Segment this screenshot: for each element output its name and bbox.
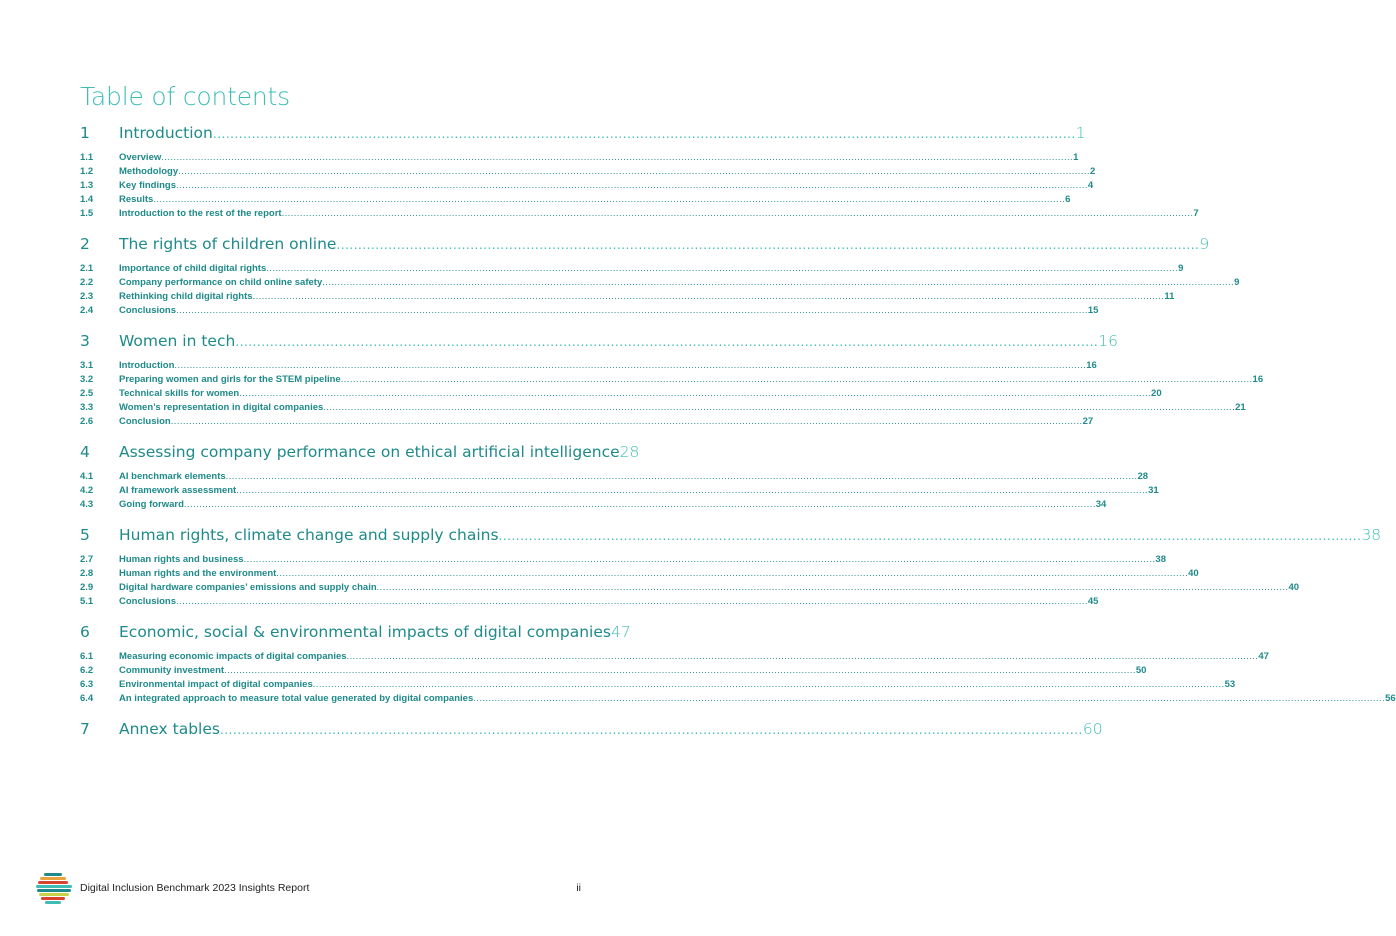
section-title: An integrated approach to measure total value generated by digital companies — [119, 693, 474, 704]
toc-section-entry[interactable] — [80, 207, 1199, 221]
dot-leader: ............................................................................................................................................................................................................................................................................................................ — [266, 263, 1179, 274]
section-number: 1.5 — [80, 208, 94, 219]
section-title: AI framework assessment — [119, 485, 237, 496]
section-number: 3.2 — [80, 374, 94, 385]
dot-leader: ............................................................................................................................................................................................................................................................................................................ — [225, 471, 1138, 482]
section-page-number: 20 — [1151, 388, 1162, 399]
chapter-sections — [80, 262, 1240, 329]
chapter-page-number: 28 — [619, 443, 640, 461]
section-page-number: 27 — [1082, 416, 1094, 427]
section-page-number: 16 — [1252, 374, 1264, 385]
section-title: Conclusion — [119, 416, 171, 427]
section-page-number: 34 — [1095, 499, 1107, 510]
dot-leader: ............................................................................................................................................................................................................................................................................................................ — [153, 194, 1066, 205]
dot-leader: ........................................................................................................................................................................................................ — [336, 238, 1200, 252]
section-title: Human rights and the environment — [119, 568, 277, 579]
section-number: 4.2 — [80, 485, 94, 496]
chapter-page-number: 47 — [610, 623, 631, 641]
dot-leader: ............................................................................................................................................................................................................................................................................................................ — [281, 208, 1194, 219]
section-page-number: 9 — [1234, 277, 1240, 288]
section-page-number: 16 — [1086, 360, 1097, 371]
footer-report-title: Digital Inclusion Benchmark 2023 Insights Report — [80, 882, 310, 894]
dot-leader: ............................................................................................................................................................................................................................................................................................................ — [174, 360, 1087, 371]
chapter-page-number: 1 — [1075, 124, 1086, 142]
chapter-title: Human rights, climate change and supply chains — [119, 526, 499, 544]
section-page-number: 50 — [1135, 665, 1147, 676]
section-title: Preparing women and girls for the STEM pipeline — [119, 374, 341, 385]
dot-leader: ............................................................................................................................................................................................................................................................................................................ — [170, 416, 1083, 427]
chapter-number: 6 — [80, 623, 90, 641]
section-title: Introduction — [119, 360, 175, 371]
section-title: Technical skills for women — [119, 388, 240, 399]
toc-section-entry[interactable] — [80, 290, 1175, 304]
section-title: Conclusions — [119, 305, 177, 316]
chapter-title: The rights of children online — [119, 235, 337, 253]
chapter-sections — [80, 747, 580, 758]
chapter-title: Annex tables — [119, 720, 220, 738]
chapter-title: Economic, social & environmental impacts of digital companies — [119, 623, 611, 641]
toc-section-entry[interactable] — [80, 401, 1246, 415]
dot-leader: ............................................................................................................................................................................................................................................................................................................ — [224, 665, 1136, 676]
chapter-page-number: 16 — [1098, 332, 1118, 350]
chapter-sections — [80, 650, 1396, 717]
toc-section-entry[interactable] — [80, 193, 1071, 207]
dot-leader: ............................................................................................................................................................................................................................................................................................................ — [376, 582, 1289, 593]
section-title: Introduction to the rest of the report — [119, 208, 282, 219]
chapter-title: Women in tech — [119, 332, 236, 350]
section-number: 2.5 — [80, 388, 94, 399]
section-title: Importance of child digital rights — [119, 263, 267, 274]
chapter-number: 2 — [80, 235, 90, 253]
toc-chapter-entry[interactable] — [80, 232, 1210, 256]
section-page-number: 15 — [1087, 305, 1099, 316]
section-number: 2.9 — [80, 582, 94, 593]
section-number: 6.3 — [80, 679, 94, 690]
section-number: 4.1 — [80, 471, 94, 482]
toc-section-entry[interactable] — [80, 373, 1264, 387]
chapter-sections — [80, 151, 1199, 232]
toc-section-entry[interactable] — [80, 692, 1396, 706]
toc-section-entry[interactable] — [80, 553, 1166, 567]
section-page-number: 4 — [1087, 180, 1094, 191]
section-page-number: 40 — [1288, 582, 1300, 593]
dot-leader: ............................................................................................................................................................................................................................................................................................................ — [473, 693, 1386, 704]
chapter-sections — [80, 553, 1300, 620]
dot-leader: ........................................................................................................................................................................................................ — [212, 127, 1076, 141]
toc-section-entry[interactable] — [80, 151, 1079, 165]
toc-section-entry[interactable] — [80, 678, 1236, 692]
toc-section-entry[interactable] — [80, 415, 1094, 429]
chapter-number: 7 — [80, 720, 90, 738]
toc-section-entry[interactable] — [80, 179, 1094, 193]
section-title: Going forward — [119, 499, 184, 510]
chapter-number: 4 — [80, 443, 90, 461]
table-of-contents — [80, 121, 1396, 758]
dot-leader: ............................................................................................................................................................................................................................................................................................................ — [346, 651, 1259, 662]
chapter-number: 3 — [80, 332, 90, 350]
section-title: Measuring economic impacts of digital companies — [119, 651, 347, 662]
dot-leader: ............................................................................................................................................................................................................................................................................................................ — [161, 152, 1074, 163]
section-page-number: 45 — [1087, 596, 1099, 607]
dot-leader: ............................................................................................................................................................................................................................................................................................................ — [340, 374, 1253, 385]
section-number: 4.3 — [80, 499, 94, 510]
section-title: AI benchmark elements — [119, 471, 226, 482]
section-number: 1.1 — [80, 152, 94, 163]
chapter-title: Assessing company performance on ethical artificial intelligence — [119, 443, 620, 461]
dot-leader: ............................................................................................................................................................................................................................................................................................................ — [178, 166, 1090, 177]
section-title: Community investment — [119, 665, 225, 676]
toc-section-entry[interactable] — [80, 595, 1099, 609]
section-number: 2.7 — [80, 554, 94, 565]
dot-leader: ........................................................................................................................................................................................................ — [498, 529, 1362, 543]
section-title: Conclusions — [119, 596, 177, 607]
toc-chapter-entry[interactable] — [80, 329, 1118, 353]
section-number: 2.2 — [80, 277, 94, 288]
dot-leader: ............................................................................................................................................................................................................................................................................................................ — [236, 485, 1149, 496]
section-title: Key findings — [119, 180, 177, 191]
section-page-number: 9 — [1178, 263, 1184, 274]
chapter-page-number: 60 — [1082, 720, 1103, 738]
toc-section-entry[interactable] — [80, 304, 1099, 318]
dot-leader: ............................................................................................................................................................................................................................................................................................................ — [239, 388, 1152, 399]
toc-section-entry[interactable] — [80, 262, 1184, 276]
section-title: Company performance on child online safety — [119, 277, 323, 288]
section-page-number: 2 — [1089, 166, 1096, 177]
toc-section-entry[interactable] — [80, 581, 1300, 595]
section-page-number: 28 — [1137, 471, 1149, 482]
toc-section-entry[interactable] — [80, 498, 1107, 512]
toc-section-entry[interactable] — [80, 567, 1199, 581]
page-title: Table of contents — [80, 82, 290, 111]
dot-leader: ........................................................................................................................................................................................................ — [235, 335, 1099, 349]
toc-chapter-entry[interactable] — [80, 620, 631, 644]
section-title: Rethinking child digital rights — [119, 291, 253, 302]
toc-section-entry[interactable] — [80, 664, 1147, 678]
toc-section-entry[interactable] — [80, 359, 1097, 373]
section-page-number: 53 — [1224, 679, 1236, 690]
chapter-page-number: 38 — [1361, 526, 1382, 544]
dot-leader: ............................................................................................................................................................................................................................................................................................................ — [312, 679, 1225, 690]
section-page-number: 7 — [1193, 208, 1199, 219]
section-number: 6.1 — [80, 651, 94, 662]
footer-page-number: ii — [576, 882, 581, 894]
section-number: 2.6 — [80, 416, 94, 427]
section-page-number: 38 — [1155, 554, 1166, 565]
dot-leader: ............................................................................................................................................................................................................................................................................................................ — [176, 180, 1088, 191]
section-title: Women’s representation in digital companies — [119, 402, 324, 413]
toc-chapter-entry[interactable] — [80, 440, 640, 464]
section-page-number: 47 — [1258, 651, 1269, 662]
section-page-number: 31 — [1148, 485, 1159, 496]
section-number: 3.3 — [80, 402, 94, 413]
chapter-sections — [80, 359, 1264, 440]
chapter-number: 5 — [80, 526, 90, 544]
chapter-number: 1 — [80, 124, 90, 142]
section-number: 3.1 — [80, 360, 94, 371]
section-number: 6.2 — [80, 665, 94, 676]
dot-leader: ........................................................................................................................................................................................................ — [219, 723, 1083, 737]
section-title: Human rights and business — [119, 554, 244, 565]
toc-section-entry[interactable] — [80, 484, 1159, 498]
dot-leader: ............................................................................................................................................................................................................................................................................................................ — [322, 277, 1235, 288]
section-page-number: 11 — [1164, 291, 1175, 302]
section-title: Environmental impact of digital companies — [119, 679, 313, 690]
toc-chapter-entry[interactable] — [80, 523, 1382, 547]
section-number: 1.2 — [80, 166, 94, 177]
section-number: 2.3 — [80, 291, 94, 302]
dot-leader: ............................................................................................................................................................................................................................................................................................................ — [183, 499, 1096, 510]
chapter-sections — [80, 470, 1159, 523]
dot-leader: ............................................................................................................................................................................................................................................................................................................ — [276, 568, 1189, 579]
toc-section-entry[interactable] — [80, 387, 1162, 401]
section-title: Overview — [119, 152, 162, 163]
section-title: Methodology — [119, 166, 179, 177]
chapter-title: Introduction — [119, 124, 213, 142]
section-page-number: 6 — [1065, 194, 1071, 205]
section-title: Results — [119, 194, 154, 205]
section-title: Digital hardware companies’ emissions and supply chain — [119, 582, 377, 593]
section-number: 2.4 — [80, 305, 94, 316]
dot-leader: ............................................................................................................................................................................................................................................................................................................ — [252, 291, 1165, 302]
section-number: 5.1 — [80, 596, 94, 607]
toc-section-entry[interactable] — [80, 470, 1149, 484]
section-number: 1.3 — [80, 180, 94, 191]
section-page-number: 21 — [1235, 402, 1246, 413]
wba-logo-icon — [36, 872, 76, 906]
toc-section-entry[interactable] — [80, 650, 1269, 664]
chapter-page-number: 9 — [1199, 235, 1210, 253]
section-page-number: 1 — [1073, 152, 1079, 163]
section-page-number: 40 — [1188, 568, 1199, 579]
toc-chapter-entry[interactable] — [80, 121, 1086, 145]
dot-leader: ............................................................................................................................................................................................................................................................................................................ — [176, 305, 1088, 316]
toc-section-entry[interactable] — [80, 165, 1096, 179]
section-number: 2.8 — [80, 568, 94, 579]
section-number: 2.1 — [80, 263, 94, 274]
section-page-number: 56 — [1385, 693, 1396, 704]
section-number: 1.4 — [80, 194, 94, 205]
dot-leader: ............................................................................................................................................................................................................................................................................................................ — [243, 554, 1156, 565]
toc-chapter-entry[interactable] — [80, 717, 1103, 741]
section-number: 6.4 — [80, 693, 94, 704]
toc-section-entry[interactable] — [80, 276, 1240, 290]
dot-leader: ............................................................................................................................................................................................................................................................................................................ — [176, 596, 1088, 607]
dot-leader: ............................................................................................................................................................................................................................................................................................................ — [323, 402, 1236, 413]
